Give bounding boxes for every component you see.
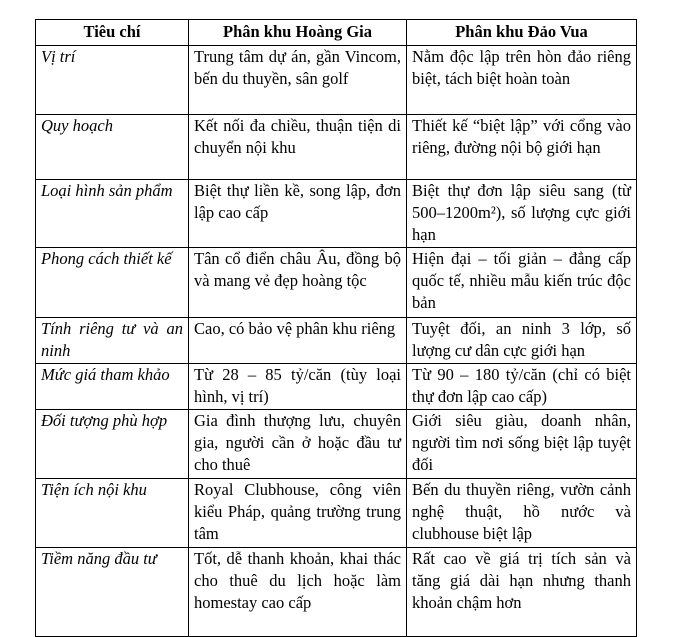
table-row	[36, 410, 637, 479]
hoang-gia-cell: Royal Clubhouse, công viên kiểu Pháp, quảng trường trung tâm	[189, 479, 407, 548]
table-row	[36, 46, 637, 115]
hoang-gia-cell: Tốt, dễ thanh khoản, khai thác cho thuê du lịch hoặc làm homestay cao cấp	[189, 548, 407, 637]
criteria-cell: Quy hoạch	[36, 115, 189, 180]
dao-vua-cell: Nằm độc lập trên hòn đảo riêng biệt, tách biệt hoàn toàn	[407, 46, 637, 115]
table-row	[36, 548, 637, 637]
hoang-gia-cell: Gia đình thượng lưu, chuyên gia, người cần ở hoặc đầu tư cho thuê	[189, 410, 407, 479]
comparison-table	[35, 19, 637, 637]
hoang-gia-cell: Biệt thự liền kề, song lập, đơn lập cao cấp	[189, 180, 407, 248]
dao-vua-cell: Rất cao về giá trị tích sản và tăng giá dài hạn nhưng thanh khoản chậm hơn	[407, 548, 637, 637]
dao-vua-cell: Bến du thuyền riêng, vườn cảnh nghệ thuật, hồ nước và clubhouse biệt lập	[407, 479, 637, 548]
header-criteria: Tiêu chí	[36, 20, 189, 46]
table-row	[36, 364, 637, 410]
criteria-cell: Đối tượng phù hợp	[36, 410, 189, 479]
hoang-gia-cell: Tân cổ điển châu Âu, đồng bộ và mang vẻ đẹp hoàng tộc	[189, 248, 407, 318]
dao-vua-cell: Từ 90 – 180 tỷ/căn (chỉ có biệt thự đơn lập cao cấp)	[407, 364, 637, 410]
criteria-cell: Tiện ích nội khu	[36, 479, 189, 548]
hoang-gia-cell: Từ 28 – 85 tỷ/căn (tùy loại hình, vị trí)	[189, 364, 407, 410]
criteria-cell: Vị trí	[36, 46, 189, 115]
dao-vua-cell: Tuyệt đối, an ninh 3 lớp, số lượng cư dân cực giới hạn	[407, 318, 637, 364]
criteria-cell: Tiềm năng đầu tư	[36, 548, 189, 637]
table-row	[36, 248, 637, 318]
criteria-cell: Mức giá tham khảo	[36, 364, 189, 410]
hoang-gia-cell: Kết nối đa chiều, thuận tiện di chuyển nội khu	[189, 115, 407, 180]
header-dao-vua: Phân khu Đảo Vua	[407, 20, 637, 46]
dao-vua-cell: Biệt thự đơn lập siêu sang (từ 500–1200m²), số lượng cực giới hạn	[407, 180, 637, 248]
hoang-gia-cell: Cao, có bảo vệ phân khu riêng	[189, 318, 407, 364]
table-row	[36, 180, 637, 248]
criteria-cell: Tính riêng tư và an ninh	[36, 318, 189, 364]
dao-vua-cell: Hiện đại – tối giản – đẳng cấp quốc tế, nhiều mẫu kiến trúc độc bản	[407, 248, 637, 318]
hoang-gia-cell: Trung tâm dự án, gần Vincom, bến du thuyền, sân golf	[189, 46, 407, 115]
table-row	[36, 115, 637, 180]
criteria-cell: Phong cách thiết kế	[36, 248, 189, 318]
header-hoang-gia: Phân khu Hoàng Gia	[189, 20, 407, 46]
criteria-cell: Loại hình sản phẩm	[36, 180, 189, 248]
table-row	[36, 479, 637, 548]
dao-vua-cell: Giới siêu giàu, doanh nhân, người tìm nơi sống biệt lập tuyệt đối	[407, 410, 637, 479]
table-row	[36, 318, 637, 364]
dao-vua-cell: Thiết kế “biệt lập” với cổng vào riêng, đường nội bộ giới hạn	[407, 115, 637, 180]
header-row	[36, 20, 637, 46]
